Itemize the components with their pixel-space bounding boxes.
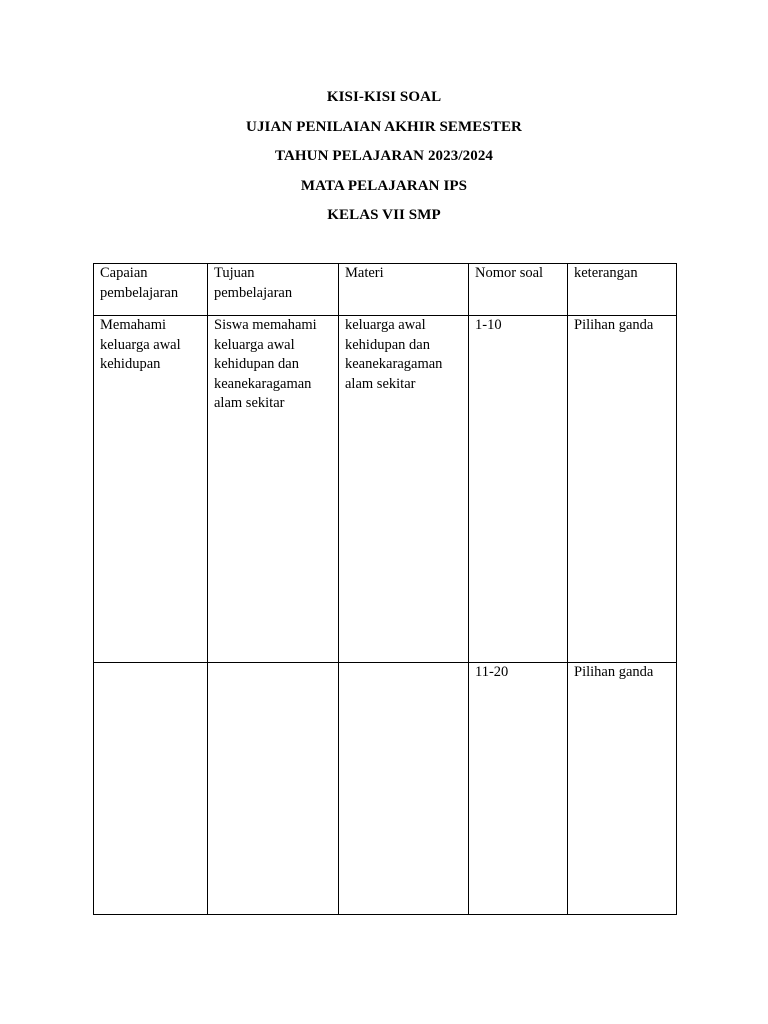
exam-name: UJIAN PENILAIAN AKHIR SEMESTER <box>246 118 522 135</box>
academic-year: TAHUN PELAJARAN 2023/2024 <box>274 148 494 164</box>
column-header: Capaian pembelajaran <box>94 264 208 316</box>
column-header: Nomor soal <box>469 264 568 316</box>
table-row <box>94 663 677 915</box>
table-row <box>94 316 677 663</box>
table-cell-materi: keluarga awal kehidupan dan keanekaragaman alam sekitar <box>339 316 469 663</box>
table-cell-capaian: Memahami keluarga awal kehidupan <box>94 316 208 663</box>
grade-level: KELAS VII SMP <box>327 207 441 223</box>
document-title: KISI-KISI SOAL <box>326 89 442 105</box>
kisi-kisi-table <box>93 263 677 915</box>
table-cell-materi <box>339 663 469 915</box>
table-cell-tujuan: Siswa memahami keluarga awal kehidupan dan keanekaragaman alam sekitar <box>208 316 339 663</box>
column-header: keterangan <box>568 264 677 316</box>
table-header-row <box>94 264 677 316</box>
table-cell-keterangan: Pilihan ganda <box>568 316 677 663</box>
document-header <box>0 86 768 234</box>
table-cell-capaian <box>94 663 208 915</box>
column-header: Tujuan pembelajaran <box>208 264 339 316</box>
table-cell-nomor: 11-20 <box>469 663 568 915</box>
column-header: Materi <box>339 264 469 316</box>
table-cell-keterangan: Pilihan ganda <box>568 663 677 915</box>
table-cell-nomor: 1-10 <box>469 316 568 663</box>
table-cell-tujuan <box>208 663 339 915</box>
subject: MATA PELAJARAN IPS <box>300 177 468 194</box>
